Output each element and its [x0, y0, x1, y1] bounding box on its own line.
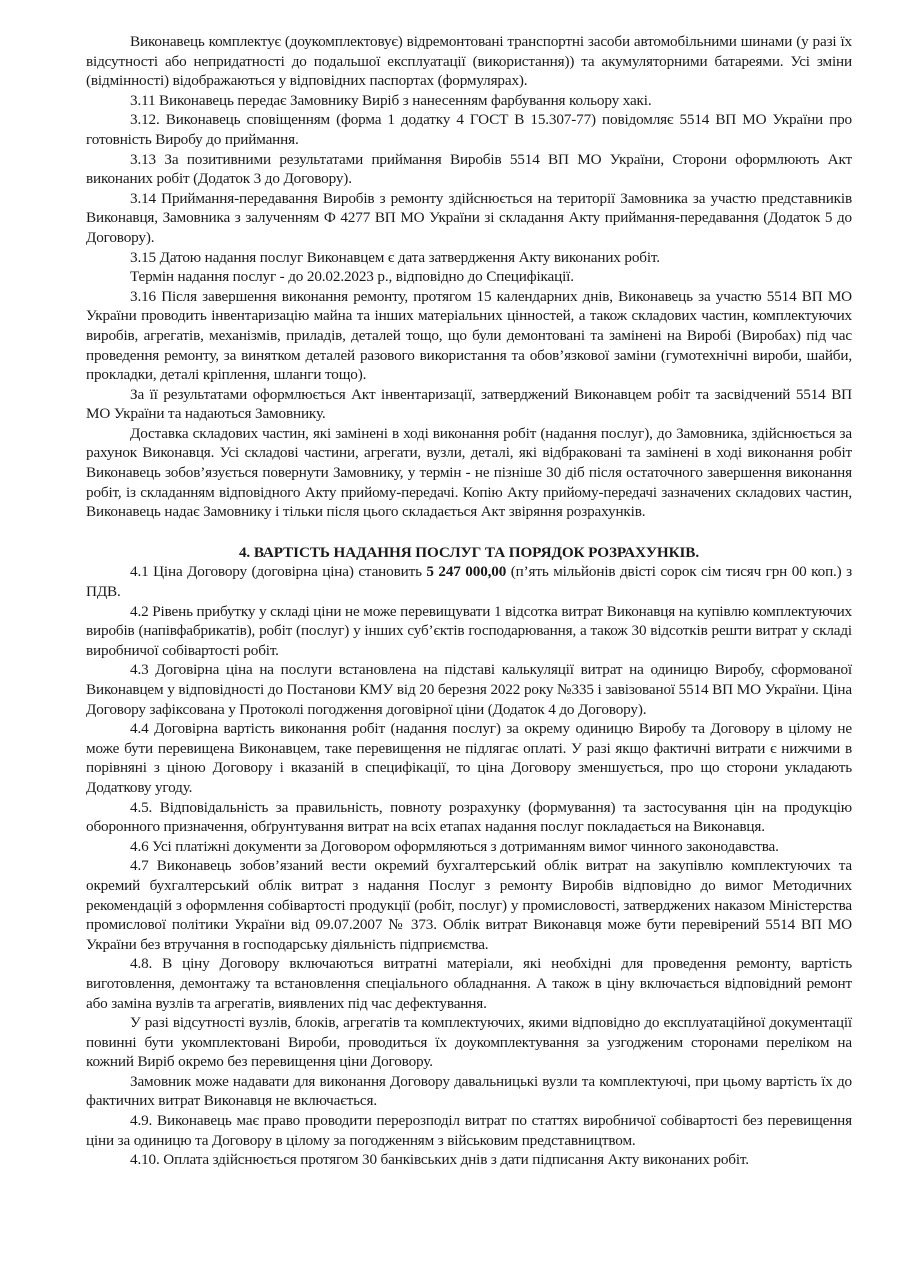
paragraph-4-5: 4.5. Відповідальність за правильність, повноту розрахунку (формування) та застосування цін на продукцію оборонного призначення, обґрунтування витрат на всіх етапах надання послуг покладається на Виконавця. [86, 798, 852, 836]
paragraph-4-3: 4.3 Договірна ціна на послуги встановлена на підставі калькуляції витрат на одиницю Виробу, сформованої Виконавцем у відповідності до Постанови КМУ від 20 березня 2022 року №335 і завізованої 5514 ВП МО України. Ціна Договору зафіксована у Протоколі погодження договірної ціни (Додаток 4 до Договору). [86, 661, 852, 718]
paragraph-3-11: 3.11 Виконавець передає Замовнику Виріб з нанесенням фарбування кольору хакі. [130, 91, 652, 109]
paragraph-3-13: 3.13 За позитивними результатами приймання Виробів 5514 ВП МО України, Сторони оформлюють Акт виконаних робіт (Додаток 3 до Договору). [86, 150, 852, 188]
paragraph-delivery-parts: Доставка складових частин, які замінені в ході виконання робіт (надання послуг), до Замовника, здійснюється за рахунок Виконавця. Усі складові частини, агрегати, вузли, деталі, які відбраковані та замінені в ході виконання робіт Виконавець зобов’язується повернути Замовнику, у термін - не пізніше 30 діб після остаточного завершення виконання робіт, із складанням відповідного Акту прийому-передачі. Копію Акту прийому-передачі зазначених складових частин, Виконавець надає Замовнику і тільки після цього складається Акт звіряння розрахунків. [86, 424, 852, 521]
paragraph-4-2: 4.2 Рівень прибутку у складі ціни не може перевищувати 1 відсотка витрат Виконавця на купівлю комплектуючих виробів (напівфабрикатів), робіт (послуг) у інших суб’єктів господарювання, а також 30 відсотків решти витрат у складі виробничої собівартості робіт. [86, 602, 852, 659]
paragraph-3-10-continuation: Виконавець комплектує (доукомплектовує) відремонтовані транспортні засоби автомобільними шинами (у разі їх відсутності або непридатності до подальшої експлуатації (використання)) та акумуляторними батареями. Усі зміни (відмінності) відображаються у відповідних паспортах (формулярах). [86, 33, 852, 90]
paragraph-4-6: 4.6 Усі платіжні документи за Договором оформляються з дотриманням вимог чинного законодавства. [130, 837, 779, 855]
paragraph-inventory-act: За її результатами оформлюється Акт інвентаризації, затверджений Виконавцем робіт та засвідчений 5514 ВП МО України та надаються Замовнику. [86, 385, 852, 423]
section-4-heading: 4. ВАРТІСТЬ НАДАННЯ ПОСЛУГ ТА ПОРЯДОК РОЗРАХУНКІВ. [238, 543, 700, 561]
paragraph-4-9: 4.9. Виконавець має право проводити перерозподіл витрат по статтях виробничої собівартості без перевищення ціни за одиницю та Договору в цілому за погодженням з військовим представництвом. [86, 1112, 852, 1149]
paragraph-4-1 [86, 562, 852, 601]
paragraph-3-14: 3.14 Приймання-передавання Виробів з ремонту здійснюється на території Замовника за участю представників Виконавця, Замовника з залученням Ф 4277 ВП МО України зі складання Акту приймання-передавання (Додаток 5 до Договору). [86, 189, 852, 246]
paragraph-4-10: 4.10. Оплата здійснюється протягом 30 банківських днів з дати підписання Акту виконаних робіт. [130, 1151, 749, 1169]
paragraph-3-12: 3.12. Виконавець сповіщенням (форма 1 додатку 4 ГОСТ В 15.307-77) повідомляє 5514 ВП МО України про готовність Виробу до приймання. [86, 111, 852, 148]
clause-4-1-suffix: (п’ять мільйонів двісті сорок сім тисяч грн 00 коп.) з ПДВ. [86, 563, 853, 601]
paragraph-missing-components: У разі відсутності вузлів, блоків, агрегатів та комплектуючих, якими відповідно до експлуатаційної документації повинні бути укомплектовані Вироби, проводиться їх доукомплектування за узгодженим сторонами переліком на кожний Виріб окремо без перевищення ціни Договору. [86, 1014, 852, 1071]
clause-4-1-prefix: 4.1 Ціна Договору (договірна ціна) становить [130, 563, 427, 581]
paragraph-service-term: Термін надання послуг - до 20.02.2023 р., відповідно до Специфікації. [130, 268, 574, 286]
paragraph-3-15: 3.15 Датою надання послуг Виконавцем є дата затвердження Акту виконаних робіт. [130, 248, 660, 266]
paragraph-4-7: 4.7 Виконавець зобов’язаний вести окремий бухгалтерський облік витрат на закупівлю комплектуючих та окремий бухгалтерський облік витрат з надання Послуг з ремонту Виробів відповідно до вимог Методичних рекомендацій з оформлення собівартості продукції (робіт, послуг) у промисловості, затверджених наказом Міністерства промислової політики України від 09.07.2007 № 373. Облік витрат Виконавця може бути перевірений 5514 ВП МО України без втручання в господарську діяльність підприємства. [86, 857, 852, 953]
paragraph-3-16: 3.16 Після завершення виконання ремонту, протягом 15 календарних днів, Виконавець за участю 5514 ВП МО України проводить інвентаризацію майна та інших матеріальних цінностей, а також складових частин, комплектуючих виробів, агрегатів, механізмів, приладів, деталей тощо, що були демонтовані та замінені на Виробі (Виробах) під час проведення ремонту, за винятком деталей разового використання та обов’язкової заміни (гумотехнічні вироби, шайби, прокладки, деталі кріплення, шланги тощо). [86, 287, 852, 384]
paragraph-4-8: 4.8. В ціну Договору включаються витратні матеріали, які необхідні для проведення ремонту, вартість виготовлення, демонтажу та встановлення спеціального обладнання. А також в ціну включається відповідний ремонт або заміна вузлів та агрегатів, виявлених під час дефектування. [86, 955, 852, 1012]
contract-price-amount: 5 247 000,00 [426, 563, 507, 581]
paragraph-customer-supplied: Замовник може надавати для виконання Договору давальницькі вузли та комплектуючі, при цьому вартість їх до фактичних витрат Виконавця не включається. [86, 1072, 852, 1110]
paragraph-4-4: 4.4 Договірна вартість виконання робіт (надання послуг) за окрему одиницю Виробу та Договору в цілому не може бути перевищена Виконавцем, таке перевищення не підлягає оплаті. У разі якщо фактичні витрати є нижчими в порівняні з ціною Договору і вказаній в специфікації, то ціна Договору зменшується, про що сторони укладають Додаткову угоду. [86, 720, 852, 796]
document-page [86, 32, 852, 1170]
